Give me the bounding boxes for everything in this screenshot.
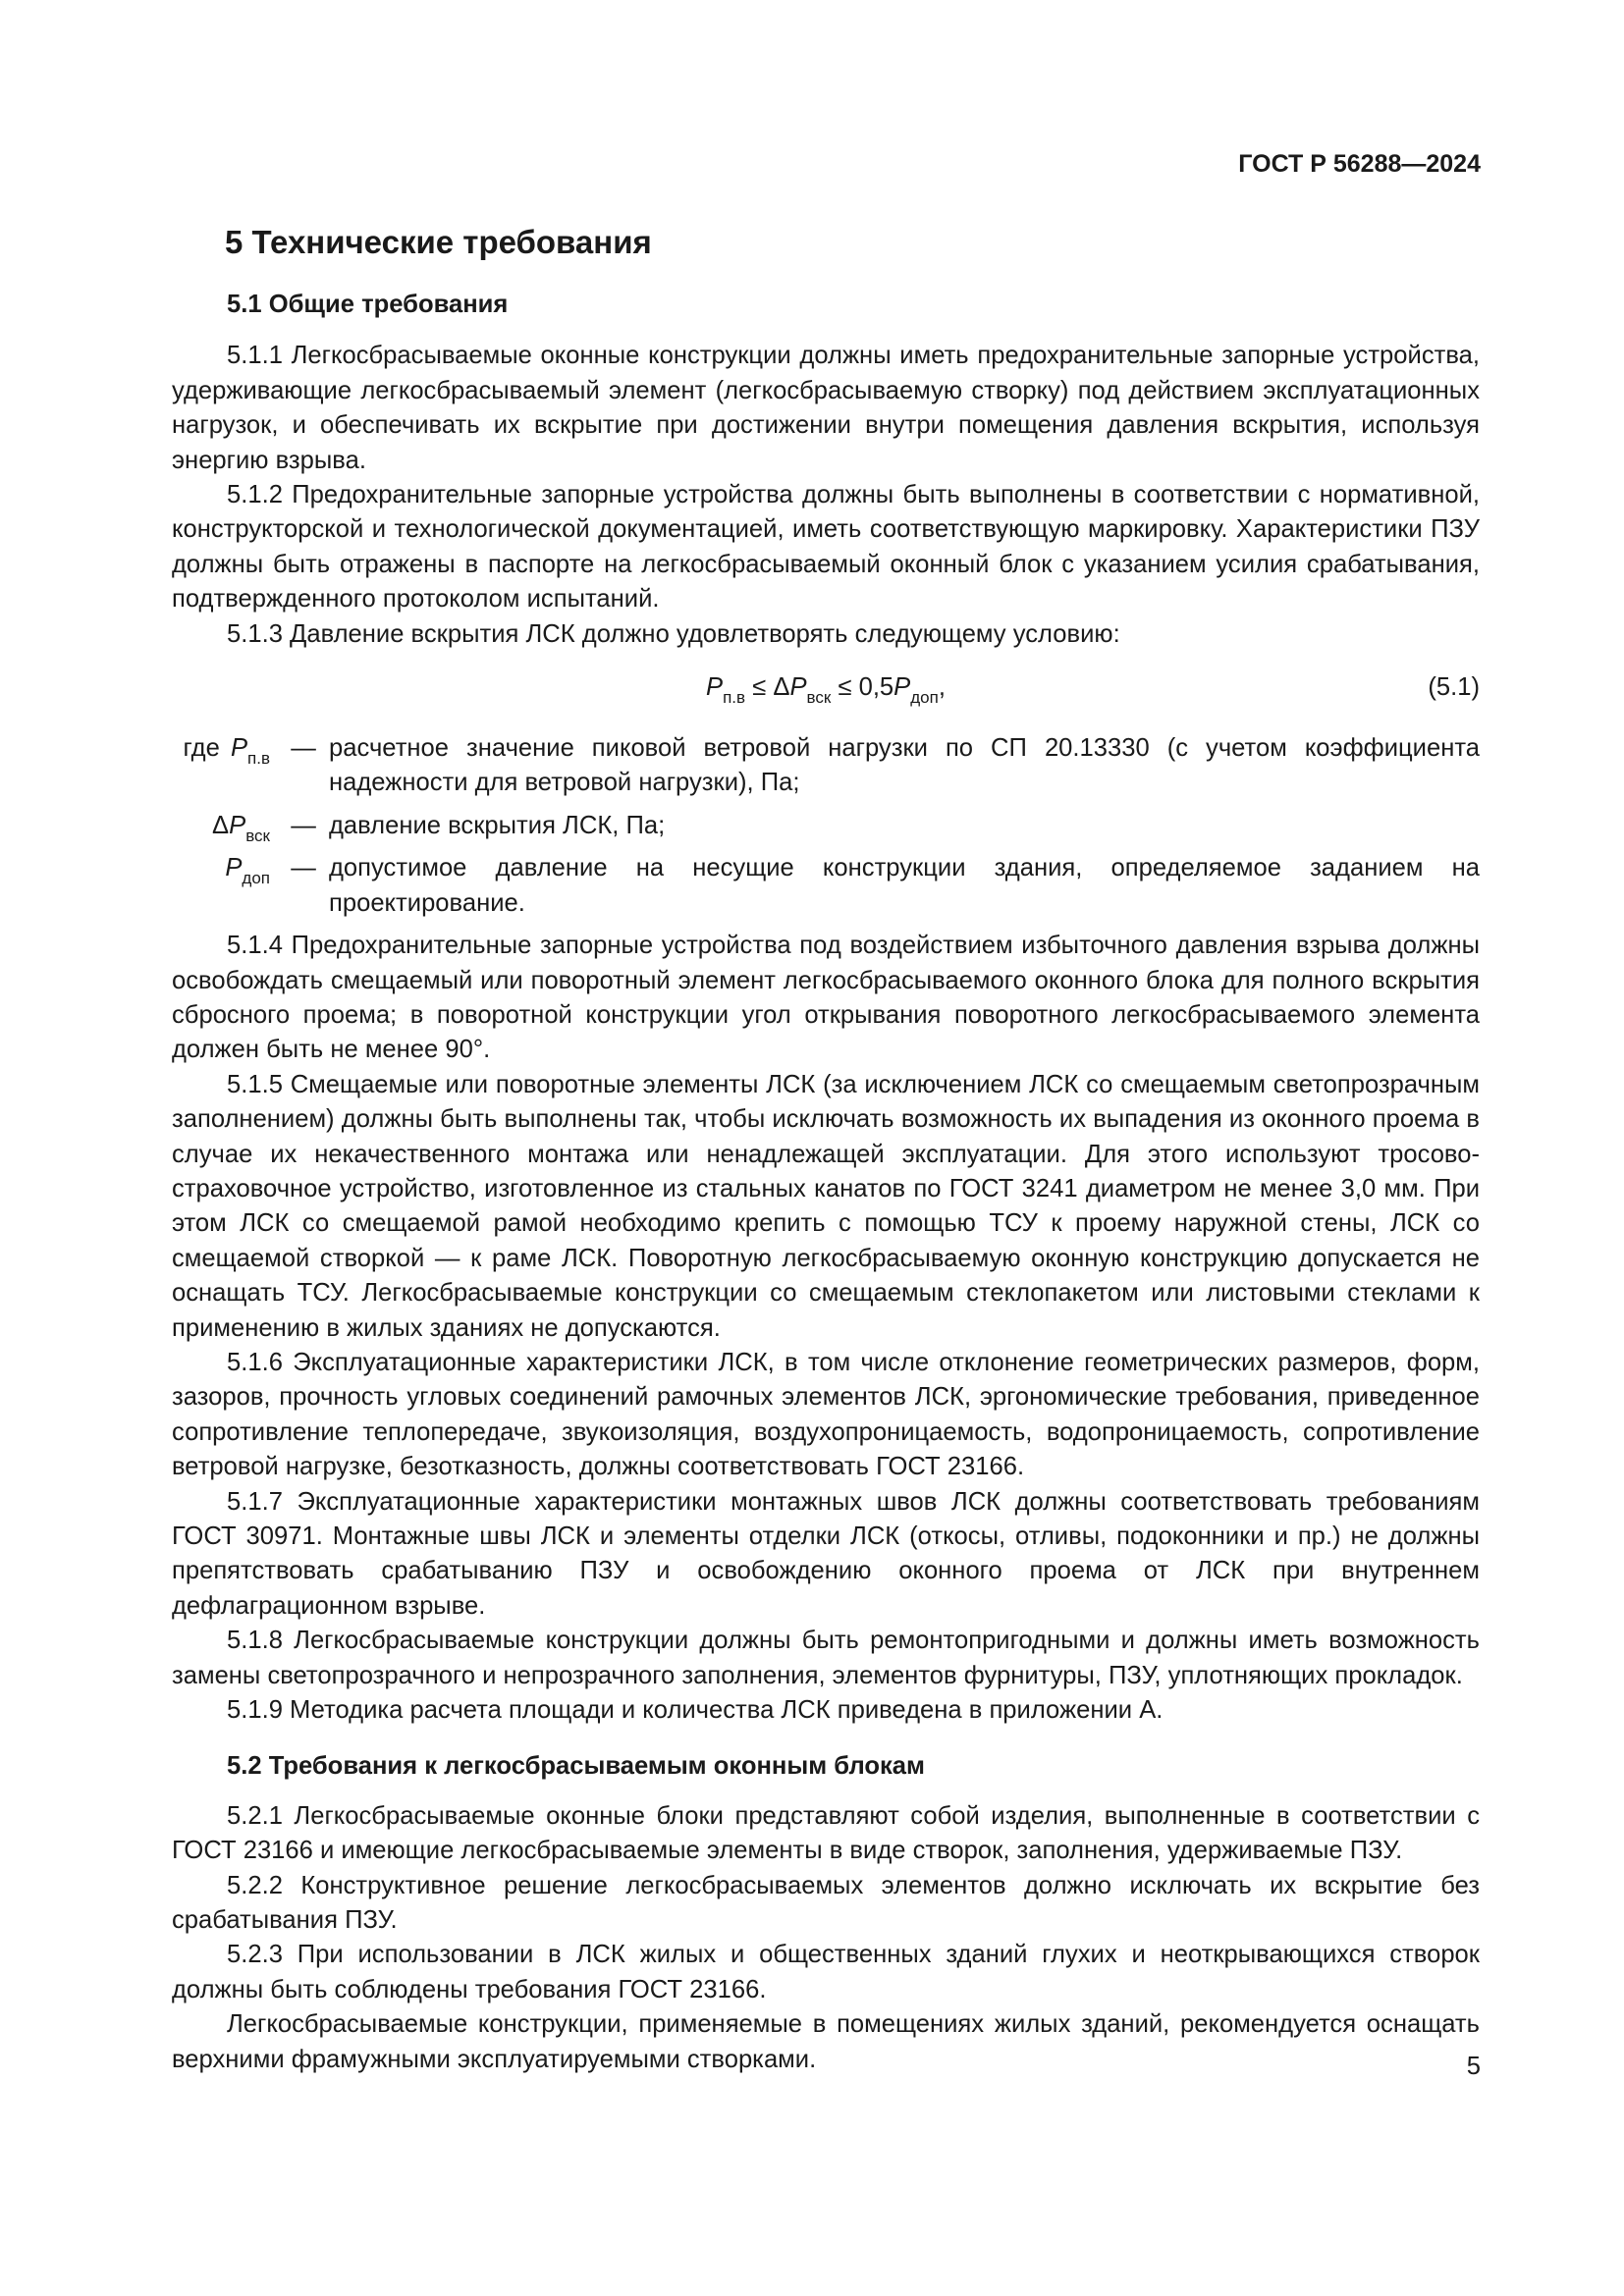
legend-row bbox=[172, 731, 1480, 809]
paragraph-5-2-3: 5.2.3 При использовании в ЛСК жилых и общественных зданий глухих и неоткрывающихся створок должны быть соблюдены требования ГОСТ 23166. bbox=[172, 1941, 1480, 2003]
legend-symbol: $P_{доп}$ bbox=[225, 854, 270, 888]
paragraph-5-1-8: 5.1.8 Легкосбрасываемые конструкции должны быть ремонтопригодными и должны иметь возможность замены светопрозрачного и непрозрачного заполнения, элементов фурнитуры, ПЗУ, уплотняющих прокладок. bbox=[172, 1627, 1480, 1689]
formula-subscript: доп bbox=[910, 688, 939, 708]
formula-subscript: п.в bbox=[723, 688, 746, 708]
subsection-title-window-blocks: 5.2 Требования к легкосбрасываемым оконным блокам bbox=[227, 1752, 925, 1781]
legend-dash: — bbox=[291, 734, 316, 763]
formula-symbol: P bbox=[706, 673, 724, 702]
legend-symbol: где $P_{п.в}$ bbox=[183, 734, 270, 769]
paragraph-5-1-4: 5.1.4 Предохранительные запорные устройства под воздействием избыточного давления взрыва должны освобождать смещаемый или поворотный элемент легкосбрасываемого оконного блока для полного вскрытия сбросного проема; в поворотной конструкции угол открывания поворотного легкосбрасываемого элемента должен быть не менее 90°. bbox=[172, 932, 1480, 1064]
legend-row bbox=[172, 851, 1480, 929]
legend-prefix: где bbox=[183, 734, 220, 763]
legend-dash: — bbox=[291, 854, 316, 882]
formula-symbol: P bbox=[789, 673, 807, 702]
paragraph-5-1-6: 5.1.6 Эксплуатационные характеристики ЛСК, в том числе отклонение геометрических размеров, форм, зазоров, прочность угловых соединений рамочных элементов ЛСК, эргономические требования, приведенное сопротивление теплопередаче, звукоизоляция, воздухопроницаемость, водопроницаемость, сопротивление ветровой нагрузке, безотказность, должны соответствовать ГОСТ 23166. bbox=[172, 1348, 1480, 1481]
paragraph-5-1-2: 5.1.2 Предохранительные запорные устройства должны быть выполнены в соответствии с нормативной, конструкторской и технологической документацией, иметь соответствующую маркировку. Характеристики ПЗУ должны быть отражены в паспорте на легкосбрасываемый оконный блок с указанием усилия срабатывания, подтвержденного протоколом испытаний. bbox=[172, 481, 1480, 614]
legend-dash: — bbox=[291, 811, 316, 839]
legend-description: давление вскрытия ЛСК, Па; bbox=[329, 811, 666, 839]
legend-description: расчетное значение пиковой ветровой нагрузки по СП 20.13330 (с учетом коэффициента надежности для ветровой нагрузки), Па; bbox=[329, 734, 1480, 797]
formula-expression bbox=[172, 670, 1480, 708]
formula-legend bbox=[172, 731, 1480, 929]
document-body bbox=[172, 221, 1480, 2077]
formula-5-1 bbox=[172, 667, 1480, 716]
paragraph-5-2-1: 5.2.1 Легкосбрасываемые оконные блоки представляют собой изделия, выполненные в соответствии с ГОСТ 23166 и имеющие легкосбрасываемые элементы в виде створок, заполнения, удерживаемые ПЗУ. bbox=[172, 1801, 1480, 1865]
paragraph-5-1-3: 5.1.3 Давление вскрытия ЛСК должно удовлетворять следующему условию: bbox=[227, 619, 1120, 648]
page-number: 5 bbox=[1466, 2053, 1481, 2080]
paragraph-recommendation: Легкосбрасываемые конструкции, применяемые в помещениях жилых зданий, рекомендуется оснащать верхними фрамужными эксплуатируемыми створками. bbox=[172, 2010, 1480, 2073]
formula-symbol: P bbox=[893, 673, 911, 702]
legend-description: допустимое давление на несущие конструкции здания, определяемое заданием на проектирование. bbox=[329, 854, 1480, 917]
paragraph-5-2-2: 5.2.2 Конструктивное решение легкосбрасываемых элементов должно исключать их вскрытие без срабатывания ПЗУ. bbox=[172, 1871, 1480, 1935]
paragraph-5-1-9: 5.1.9 Методика расчета площади и количества ЛСК приведена в приложении А. bbox=[227, 1696, 1164, 1725]
section-title: 5 Технические требования bbox=[225, 224, 652, 260]
paragraph-5-1-5: 5.1.5 Смещаемые или поворотные элементы ЛСК (за исключением ЛСК со смещаемым светопрозрачным заполнением) должны быть выполнены так, чтобы исключать возможность их выпадения из оконного проема в случае их некачественного монтажа или ненадлежащей эксплуатации. Для этого используют тросово-страховочное устройство, изготовленное из стальных канатов по ГОСТ 3241 диаметром не менее 3,0 мм. При этом ЛСК со смещаемой рамой необходимо крепить с помощью ТСУ к проему наружной стены, ЛСК со смещаемой створкой — к раме ЛСК. Поворотную легкосбрасываемую оконную конструкцию допускается не оснащать ТСУ. Легкосбрасываемые конструкции со смещаемым стеклопакетом или листовыми стеклами к применению в жилых зданиях не допускаются. bbox=[172, 1070, 1480, 1342]
legend-symbol: $\Delta P_{вск}$ bbox=[212, 811, 270, 845]
formula-operator: ≤ bbox=[745, 673, 774, 702]
paragraph-5-1-1: 5.1.1 Легкосбрасываемые оконные конструкции должны иметь предохранительные запорные устройства, удерживающие легкосбрасываемый элемент (легкосбрасываемую створку) под действием эксплуатационных нагрузок, и обеспечивать их вскрытие при достижении внутри помещения давления вскрытия, используя энергию взрыва. bbox=[172, 342, 1480, 474]
legend-row bbox=[172, 809, 1480, 851]
subsection-title-general: 5.1 Общие требования bbox=[227, 291, 509, 318]
document-code: ГОСТ Р 56288—2024 bbox=[1238, 150, 1481, 178]
formula-number: (5.1) bbox=[1428, 673, 1480, 702]
paragraph-5-1-7: 5.1.7 Эксплуатационные характеристики монтажных швов ЛСК должны соответствовать требованиям ГОСТ 30971. Монтажные швы ЛСК и элементы отделки ЛСК (откосы, отливы, подоконники и пр.) не должны препятствовать срабатыванию ПЗУ и освобождению оконного проема от ЛСК при внутреннем дефлаграционном взрыве. bbox=[172, 1487, 1480, 1620]
formula-tail: , bbox=[938, 673, 946, 702]
formula-operator: ≤ 0,5 bbox=[831, 673, 894, 702]
formula-delta: Δ bbox=[773, 673, 790, 702]
formula-subscript: вск bbox=[806, 688, 832, 708]
